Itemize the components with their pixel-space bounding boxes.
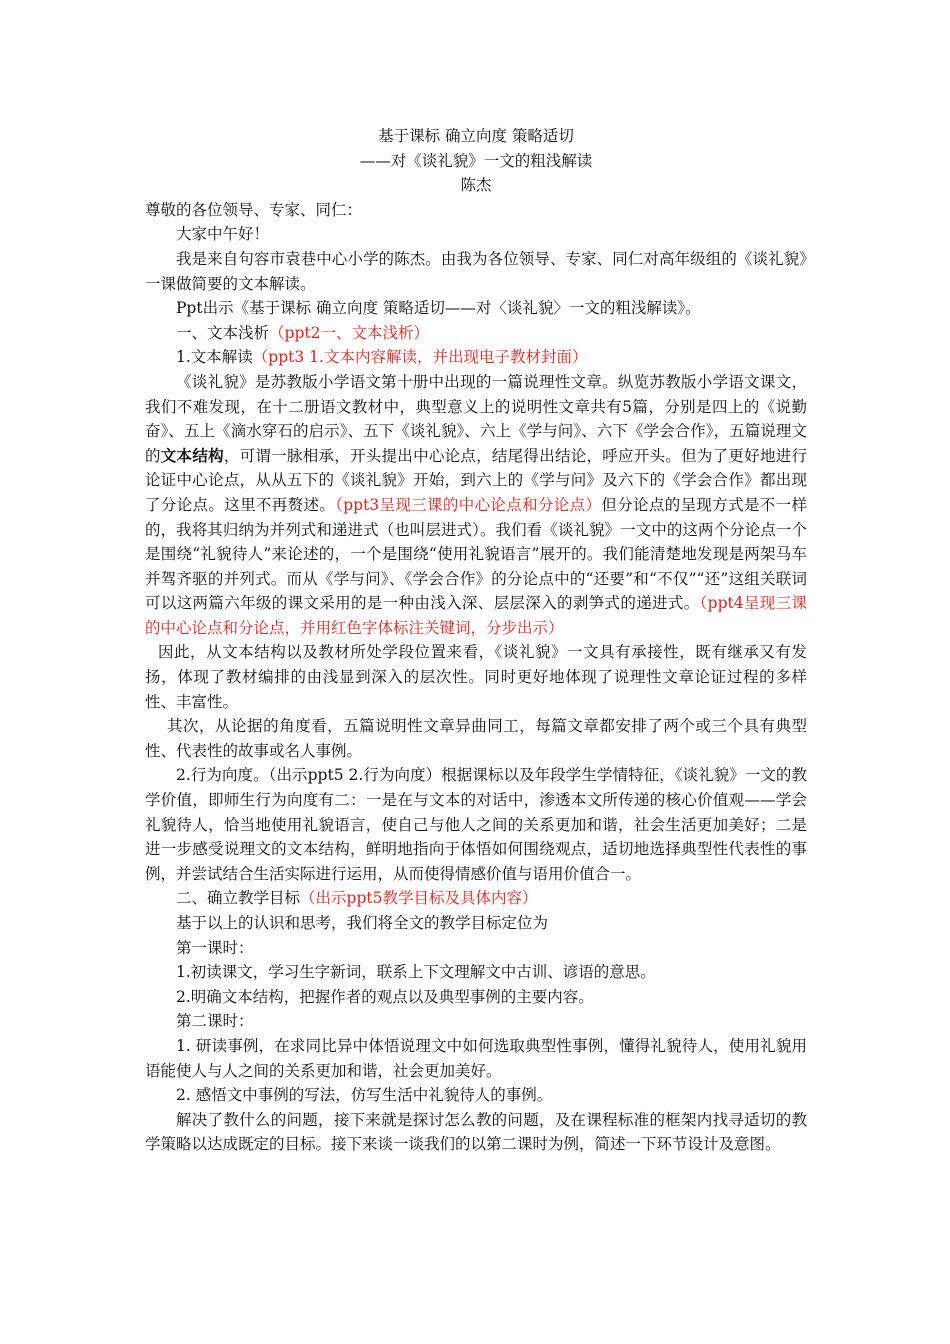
subsection-1-1-ppt-note: （ppt3 1.文本内容解读，并出现电子教材封面） xyxy=(252,348,588,367)
document-page xyxy=(145,124,807,1157)
greeting: 尊敬的各位领导、专家、同仁： xyxy=(145,200,363,219)
paragraph-hello: 大家中午好！ xyxy=(176,225,270,244)
section-1-heading xyxy=(145,321,807,346)
lesson-2-label: 第二课时： xyxy=(176,1012,254,1031)
subsection-1-1-heading-text: 1.文本解读 xyxy=(176,348,253,367)
paragraph-behavior-direction: 2.行为向度。（出示ppt5 2.行为向度）根据课标以及年段学生学情特征，《谈礼貌》一文的教学价值，即师生行为向度有二：一是在与文本的对话中，渗透本文所传递的核心价值观——学会礼貌待人，恰当地使用礼貌语言，使自己与他人之间的关系更加和谐，社会生活更加美好；二是进一步感受说理文的文本结构，鲜明地指向于体悟如何围绕观点，适切地选择典型性代表性的事例，并尝试结合生活实际进行运用，从而使得情感价值与语用价值合一。 xyxy=(145,766,807,883)
text-structure-bold: 文本结构 xyxy=(160,445,224,465)
paragraph-text-analysis-part-b: ，可谓一脉相承，开头提出中心论点，结尾得出结论，呼应开头。但为了更好地进行论证中心论点，从从五下的《谈礼貌》开始，到六上的《学与问》及六下的《学会合作》都出现了分论点。这里不再赘述。 xyxy=(145,446,807,514)
section-2-heading xyxy=(145,886,807,911)
lesson-1-label: 第一课时： xyxy=(176,938,254,957)
ppt3-note: （ppt3呈现三课的中心论点和分论点） xyxy=(335,495,602,514)
paragraph-ppt-title: Ppt出示《基于课标 确立向度 策略适切——对〈谈礼貌〉一文的粗浅解读》。 xyxy=(176,299,701,318)
document-author: 陈杰 xyxy=(460,176,492,195)
paragraph-text-analysis-part-a: 《谈礼貌》是苏教版小学语文第十册中出现的一篇说理性文章。纵览苏教版小学语文课文，我们不难发现，在十二册语文教材中，典型意义上的说明性文章共有5篇，分别是四上的《说勤奋》、五上《滴水穿石的启示》、五下《谈礼貌》、六上《学与问》、六下《学会合作》，五篇说理文的 xyxy=(145,372,807,465)
section-1-heading-text: 一、文本浅析 xyxy=(176,323,270,342)
section-2-ppt-note: （出示ppt5教学目标及具体内容） xyxy=(300,889,538,908)
paragraph-therefore: 因此，从文本结构以及教材所处学段位置来看，《谈礼貌》一文具有承接性，既有继承又有发扬，体现了教材编排的由浅显到深入的层次性。同时更好地体现了说理性文章论证过程的多样性、丰富性。 xyxy=(145,643,807,711)
lesson-1-goal-1: 1.初读课文，学习生字新词，联系上下文理解文中古训、谚语的意思。 xyxy=(176,963,656,982)
subsection-1-1-heading xyxy=(145,345,807,370)
lesson-2-goal-2: 2. 感悟文中事例的写法，仿写生活中礼貌待人的事例。 xyxy=(176,1086,553,1105)
paragraph-intro: 我是来自句容市袁巷中心小学的陈杰。由我为各位领导、专家、同仁对高年级组的《谈礼貌》一课做简要的文本解读。 xyxy=(145,249,807,293)
paragraph-solved: 解决了教什么的问题，接下来就是探讨怎么教的问题，及在课程标准的框架内找寻适切的教学策略以达成既定的目标。接下来谈一谈我们的以第二课时为例，简述一下环节设计及意图。 xyxy=(145,1110,807,1154)
paragraph-based: 基于以上的认识和思考，我们将全文的教学目标定位为 xyxy=(176,914,549,932)
ppt4-note: （ppt4呈现三课的中心论点和分论点，并用红色字体标注关键词，分步出示） xyxy=(145,594,807,637)
paragraph-text-analysis-part-c: 但分论点的呈现方式是不一样的，我将其归纳为并列式和递进式（也叫层进式）。我们看《谈礼貌》一文中的这两个分论点一个是围绕“礼貌待人”来论述的，一个是围绕“使用礼貌语言”展开的。我们能清楚地发现是两架马车并驾齐驱的并列式。而从《学与问》、《学会合作》的分论点中的“还要”和“不仅”“还”这组关联词可以这两篇六年级的课文采用的是一种由浅入深、层层深入的剥笋式的递进式。 xyxy=(145,495,807,613)
section-1-ppt-note: （ppt2一、文本浅析） xyxy=(269,323,429,342)
section-2-heading-text: 二、确立教学目标 xyxy=(176,889,301,908)
paragraph-text-analysis xyxy=(145,370,807,641)
lesson-2-goal-1: 1. 研读事例，在求同比异中体悟说理文中如何选取典型性事例，懂得礼貌待人，使用礼貌用语能使人与人之间的关系更加和谐，社会更加美好。 xyxy=(145,1036,807,1080)
document-subtitle: ——对《谈礼貌》一文的粗浅解读 xyxy=(359,151,593,170)
lesson-1-goal-2: 2.明确文本结构，把握作者的观点以及典型事例的主要内容。 xyxy=(176,987,594,1006)
document-title: 基于课标 确立向度 策略适切 xyxy=(378,127,574,145)
paragraph-second: 其次，从论据的角度看，五篇说明性文章异曲同工，每篇文章都安排了两个或三个具有典型性、代表性的故事或名人事例。 xyxy=(145,717,807,760)
